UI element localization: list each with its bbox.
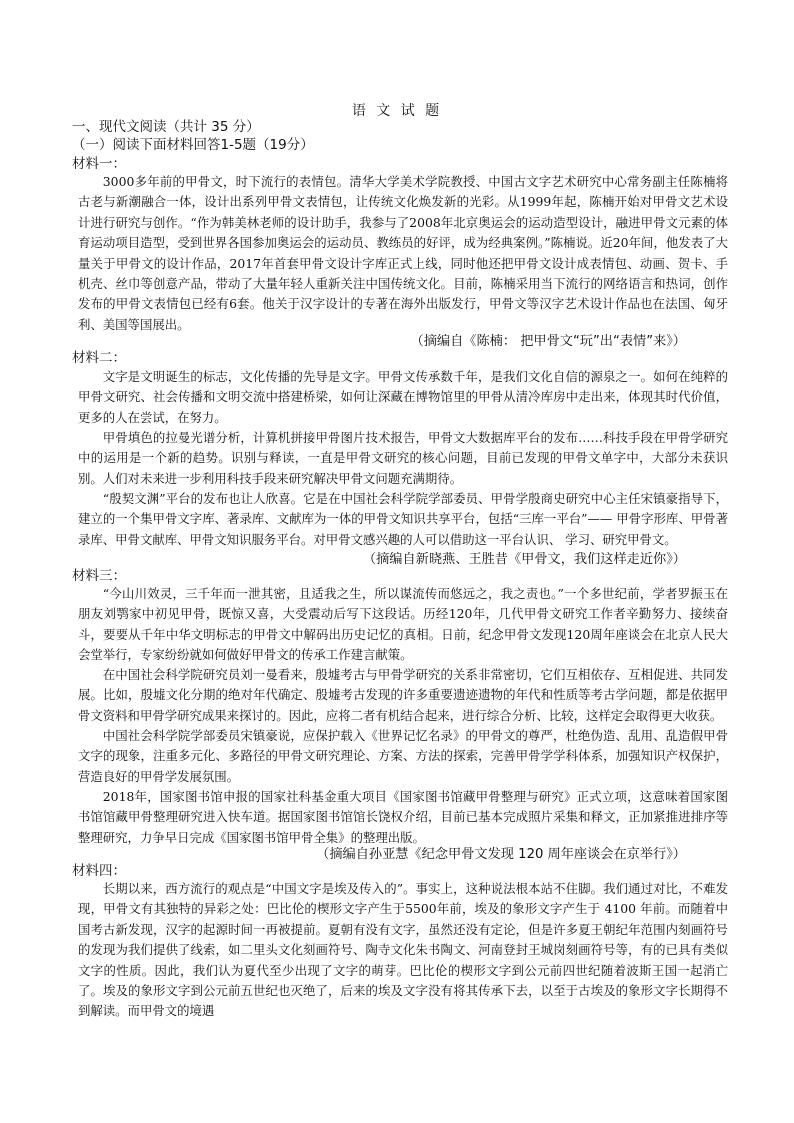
page-title: 语 文 试 题 <box>351 103 443 119</box>
material-3-paragraph-1: “今山川效灵，三千年而一泄其密，且适我之生，所以谋流传而悠远之，我之责也。”一个多世纪前，学者罗振玉在朋友刘鹗家中初见甲骨，既惊又喜，大受震动后写下这段话。历经120年，几代甲骨文研究工作者辛勤努力、接续奋斗，要要从千年中华文明标志的甲骨文中解码出历史记忆的真相。日前，纪念甲骨文发现120周年座谈会在北京人民大会堂举行，专家纷纷就如何做好甲骨文的传承工作建言献策。 <box>78 586 728 663</box>
material-4-paragraph: 长期以来，西方流行的观点是“中国文字是埃及传入的”。事实上，这种说法根本站不住脚。我们通过对比，不难发现，甲骨文有其独特的异彩之处：巴比伦的楔形文字产生于5500年前，埃及的象形文字产生于 4100 年前。而随着中国考古新发现，汉字的起源时间一再被提前。夏朝有没有文字，虽然还没有定论，但是许多夏王朝纪年范围内刻画符号的发现为我们提供了线索，如二里头文化刻画符号、陶寺文化朱书陶文、河南登封王城岗刻画符号等，有的已具有类似文字的性质。因此，我们认为夏代至少出现了文字的萌芽。巴比伦的楔形文字到公元前四世纪随着波斯王国一起消亡了。埃及的象形文字到公元前五世纪也灭绝了，后来的埃及文字没有将其传承下去，以至于古埃及的象形文字长期得不到解读。而甲骨文的境遇 <box>78 881 728 1019</box>
material-3-label: 材料三： <box>72 568 126 584</box>
material-3-paragraph-2: 在中国社会科学院研究员刘一曼看来，殷墟考古与甲骨学研究的关系非常密切，它们互相依存、互相促进、共同发展。比如，殷墟文化分期的绝对年代确定、殷墟考古发现的许多重要遗迹遗物的年代和性质等考古学问题，都是依据甲骨文资料和甲骨学研究成果来探讨的。因此，应将二者有机结合起来，进行综合分析、比较，这样定会取得更大收获。 <box>78 667 728 723</box>
material-1-paragraph: 3000多年前的甲骨文，时下流行的表情包。清华大学美术学院教授、中国古文字艺术研究中心常务副主任陈楠将古老与新潮融合一体，设计出系列甲骨文表情包，让传统文化焕发新的光彩。从1999年起，陈楠开始对甲骨文艺术设计进行研究与创作。“作为韩美林老师的设计助手，我参与了2008年北京奥运会的运动造型设计，融进甲骨文元素的体育运动项目造型，受到世界各国参加奥运会的运动员、教练员的好评，成为经典案例。”陈楠说。近20年间，他发表了大量关于甲骨文的设计作品，2017年首套甲骨文设计字库正式上线，同时他还把甲骨文设计成表情包、动画、贺卡、手机壳、丝巾等创意产品，带动了大量年轻人重新关注中国传统文化。目前，陈楠采用当下流行的网络语言和热词，创作发布的甲骨文表情包已经有6套。他关于汉字设计的专著在海外出版发行，甲骨文等汉字艺术设计作品也在法国、匈牙利、美国等国展出。 <box>78 174 728 332</box>
material-2-paragraph-2: 甲骨填色的拉曼光谱分析，计算机拼接甲骨图片技术报告，甲骨文大数据库平台的发布……科技手段在甲骨学研究中的运用是一个新的趋势。识别与释读，一直是甲骨文研究的核心问题，目前已发现的甲骨文单字中，大部分未获识别。人们对未来进一步利用科技手段来研究解决甲骨文问题充满期待。 <box>78 430 728 486</box>
section-heading: 一、现代文阅读（共计 35 分） <box>72 119 260 135</box>
material-2-label: 材料二： <box>72 350 126 366</box>
material-1-source: （摘编自《陈楠： 把甲骨文“玩”出“表情”来》） <box>410 334 686 349</box>
material-2-paragraph-3: “殷契文渊”平台的发布也让人欣喜。它是在中国社会科学院学部委员、甲骨学殷商史研究中心主任宋镇豪指导下，建立的一个集甲骨文字库、著录库、文献库为一体的甲骨文知识共享平台，包括“三库一平台”—— 甲骨字形库、甲骨著录库、甲骨文献库、甲骨文知识服务平台。对甲骨文感兴趣的人可以借助这一平台认识、 学习、研究甲骨文。 <box>78 491 728 547</box>
material-1-label: 材料一： <box>72 156 126 172</box>
material-3-paragraph-3: 中国社会科学院学部委员宋镇豪说，应保护载入《世界记忆名录》的甲骨文的尊严，杜绝伪造、乱用、乱造假甲骨文字的现象，注重多元化、多路径的甲骨文研究理论、方案、方法的探索，完善甲骨学学科体系，加强知识产权保护，营造良好的甲骨学发展氛围。 <box>78 728 728 784</box>
material-2-source: （摘编自新晓燕、王胜昔《甲骨文，我们这样走近你》） <box>362 552 686 567</box>
material-3-source: （摘编自孙亚慧《纪念甲骨文发现 120 周年座谈会在京举行》） <box>316 847 686 862</box>
material-4-label: 材料四： <box>72 863 126 879</box>
material-2-paragraph-1: 文字是文明诞生的标志，文化传播的先导是文字。甲骨文传承数千年，是我们文化自信的源泉之一。如何在纯粹的甲骨文研究、社会传播和文明交流中搭建桥梁，如何让深藏在博物馆里的甲骨从清冷库房中走出来，体现其时代价值，更多的人在尝试，在努力。 <box>78 369 728 425</box>
subsection-heading: （一）阅读下面材料回答1-5题（19分） <box>72 137 314 153</box>
material-3-paragraph-4: 2018年，国家图书馆申报的国家社科基金重大项目《国家图书馆藏甲骨整理与研究》正式立项，这意味着国家图书馆馆藏甲骨整理研究进入快车道。据国家图书馆馆长饶权介绍，目前已基本完成照片采集和释文，正加紧推进排序等整理研究，力争早日完成《国家图书馆甲骨全集》的整理出版。 <box>78 789 728 845</box>
